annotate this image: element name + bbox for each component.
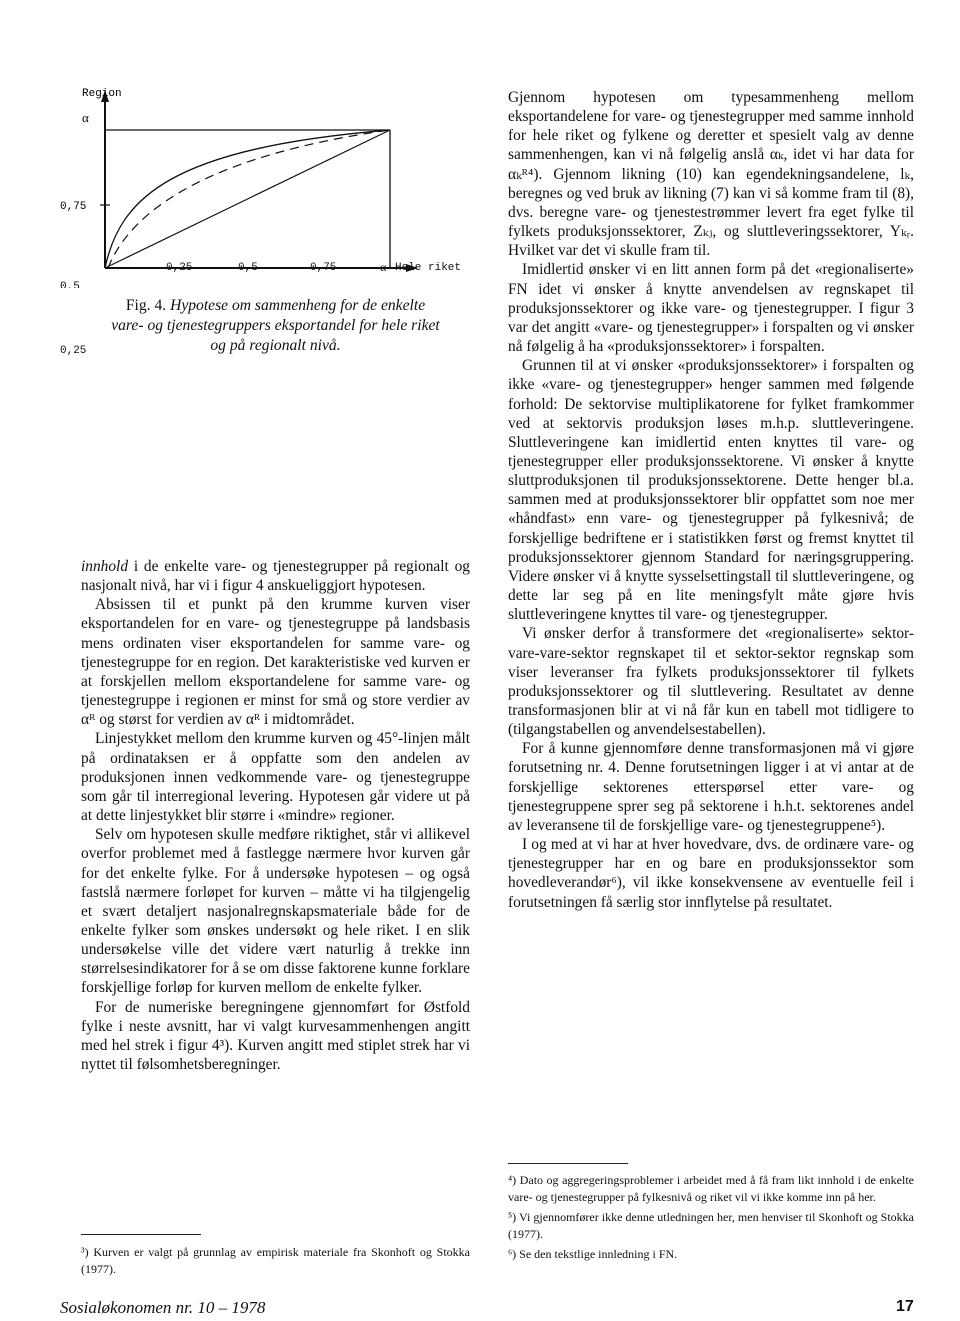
paragraph: Selv om hypotesen skulle medføre riktighet, står vi allikevel overfor problemet med å fastlegge nærmere hvor kurven går for det enkelte fylke. For å undersøke hypotesen – og også fastslå nærmere forløpet for kurven – måtte vi ha tilgjengelig et svært detaljert nasjonalregnskapsmateriale både for de enkelte fylker som ønskes undersøkt og hele riket. I en slik undersøkelse ville det videre vært naturlig å trekke inn størrelsesindikatorer for å se om disse faktorene kunne forklare forskjellige forløp for kurven mellom de enkelte fylker. bbox=[81, 826, 470, 997]
paragraph: I og med at vi har at hver hovedvare, dvs. de ordinære vare- og tjenestegrupper har en og bare en produksjonssektor som hovedleverandør⁶), vil ikke konsekvensene av eventuelle feil i forutsetningen få særlig stor innflytelse på resultatet. bbox=[508, 836, 914, 911]
paragraph: Imidlertid ønsker vi en litt annen form på det «regionaliserte» FN idet vi ønsker å knytte anvendelsen av regnskapet til produksjonssektorer og ikke vare- og tjenestegrupper. I figur 3 var det angitt «vare- og tjenestegrupper» i forspalten og vi ønsker nå følgelig å ha «produksjonssektorer» i forspalten. bbox=[508, 261, 914, 356]
x-axis-title: Hele riket bbox=[395, 262, 462, 274]
footnotes-right bbox=[508, 1172, 914, 1267]
footnote-rule bbox=[81, 1234, 201, 1235]
y-tick-label: 0,25 bbox=[60, 345, 87, 357]
paragraph: Grunnen til at vi ønsker «produksjonssektorer» i forspalten og ikke «vare- og tjenestegrupper» henger sammen med følgende forhold: De sektorvise multiplikatorene for fylket framkommer ved at sektorvis produksjon løses m.h.p. sluttleveringene. Sluttleveringene kan imidlertid enten knyttes til vare- og tjenestegrupper eller produksjonssektorene. Vi ønsker å knytte sluttproduksjonen til produksjonssektorene. Dette henger bl.a. sammen med at produksjonssektorer blir oppfattet som noe mer «håndfast» enn vare- og tjenestegrupper på fylkesnivå; de forskjellige bedriftene er i statistikken først og fremst knyttet til produksjonssektorer gjennom Standard for næringsgruppering. Videre ønsker vi å knytte sysselsettingstall til sluttleveringene, og dette lar seg på en lite meningsfylt måte gjøre hvis sluttleveringene knyttes til vare- og tjenestegrupper. bbox=[508, 357, 914, 624]
x-tick-label: 0,5 bbox=[238, 262, 258, 274]
footnote-3: ³) Kurven er valgt på grunnlag av empirisk materiale fra Skonhoft og Stokka (1977). bbox=[81, 1245, 470, 1276]
footnote-6: ⁶) Se den tekstlige innledning i FN. bbox=[508, 1247, 678, 1261]
paragraph: For å kunne gjennomføre denne transformasjonen må vi gjøre forutsetning nr. 4. Denne forutsetningen ligger i at vi antar at de forskjellige sektorenes etterspørsel etter vare- og tjenestegruppene sprer seg på sektorene i h.h.t. sektorenes andel av leveransene til de forskjellige vare- og tjenestegruppene⁵). bbox=[508, 740, 914, 834]
paragraph: Absissen til et punkt på den krumme kurven viser eksportandelen for en vare- og tjenestegruppe på landsbasis mens ordinaten viser eksportandelen for samme vare- og tjenestegruppe for en region. Det karakteristiske ved kurven er at forskjellen mellom eksportandelene for samme vare- og tjenestegruppe i regionen er minst for små og store verdier av αᴿ og størst for verdien av αᴿ i midtområdet. bbox=[81, 596, 470, 729]
figure-caption bbox=[81, 296, 470, 356]
caption-line2: vare- og tjenestegruppers eksportandel for hele riket bbox=[111, 317, 440, 334]
right-column bbox=[508, 88, 914, 912]
page-number: 17 bbox=[896, 1298, 914, 1315]
x-tick-label: 0,25 bbox=[166, 262, 193, 274]
footnote-4: ⁴) Dato og aggregeringsproblemer i arbeidet med å få fram likt innhold i de enkelte vare- og tjenestegrupper på fylkesnivå og riket vil vi ikke komme inn på her. bbox=[508, 1173, 914, 1204]
x-tick-label: α bbox=[380, 260, 387, 274]
paragraph: For de numeriske beregningene gjennomført for Østfold fylke i neste avsnitt, har vi valgt kurvesammenhengen angitt med hel strek i figur 4³). Kurven angitt med stiplet strek har vi nyttet til følsomhetsberegninger. bbox=[81, 998, 470, 1074]
journal-footer: Sosialøkonomen nr. 10 – 1978 bbox=[60, 1298, 266, 1317]
footnote-5: ⁵) Vi gjennomfører ikke denne utledningen her, men henviser til Skonhoft og Stokka (1977). bbox=[508, 1210, 914, 1241]
y-tick-label: 0,75 bbox=[60, 201, 87, 213]
caption-line1: Hypotese om sammenheng for de enkelte bbox=[170, 297, 426, 314]
y-tick-label: 0,5 bbox=[60, 281, 80, 288]
paragraph: Vi ønsker derfor å transformere det «regionaliserte» sektor-vare-vare-sektor regnskapet til et sektor-sektor regnskap som viser leveranser fra fylkets produksjonssektorer til fylkets produksjonssektorer og til sluttlevering. Resultatet av denne transformasjonen blir at vi nå får kun en tabell mot tidligere to (tilgangstabellen og anvendelsestabellen). bbox=[508, 625, 914, 739]
footnote-rule bbox=[508, 1163, 628, 1164]
paragraph: Gjennom hypotesen om typesammenheng mellom eksportandelene for vare- og tjenestegrupper med samme innhold for hele riket og fylkene og deretter et spesielt valg av denne sammenhengen, kan vi nå følgelig anslå αₖ, idet vi har data for αₖᴿ⁴). Gjennom likning (10) kan egendekningsandelene, lₖ, beregnes og ved bruk av likning (7) kan vi så komme fram til (8), dvs. beregne vare- og tjenestestrømmer levert fra eget fylke til fylkets produksjonssektorer, Zₖⱼ, og sluttleveringssektorer, Yₖᵣ. Hvilket var det vi skulle fram til. bbox=[508, 89, 914, 260]
figure-4-axis-labels bbox=[60, 78, 480, 278]
paragraph: Linjestykket mellom den krumme kurven og 45°-linjen målt på ordinataksen er å oppfatte som den andelen av produksjonen innen vedkommende vare- og tjenestegruppe som går til interregional levering. Hypotesen går videre ut på at dette linjestykket blir større i «mindre» regioner. bbox=[81, 730, 470, 825]
caption-line3: og på regionalt nivå. bbox=[210, 337, 341, 354]
x-tick-label: 0,75 bbox=[310, 262, 337, 274]
y-axis-title: Region bbox=[82, 88, 122, 100]
paragraph: innhold i de enkelte vare- og tjenestegrupper på regionalt og nasjonalt nivå, har vi i figur 4 anskueliggjort hypotesen. bbox=[81, 558, 470, 595]
y-axis-symbol: α bbox=[82, 110, 89, 125]
caption-label: Fig. 4. bbox=[125, 297, 167, 314]
left-column bbox=[81, 557, 470, 1074]
